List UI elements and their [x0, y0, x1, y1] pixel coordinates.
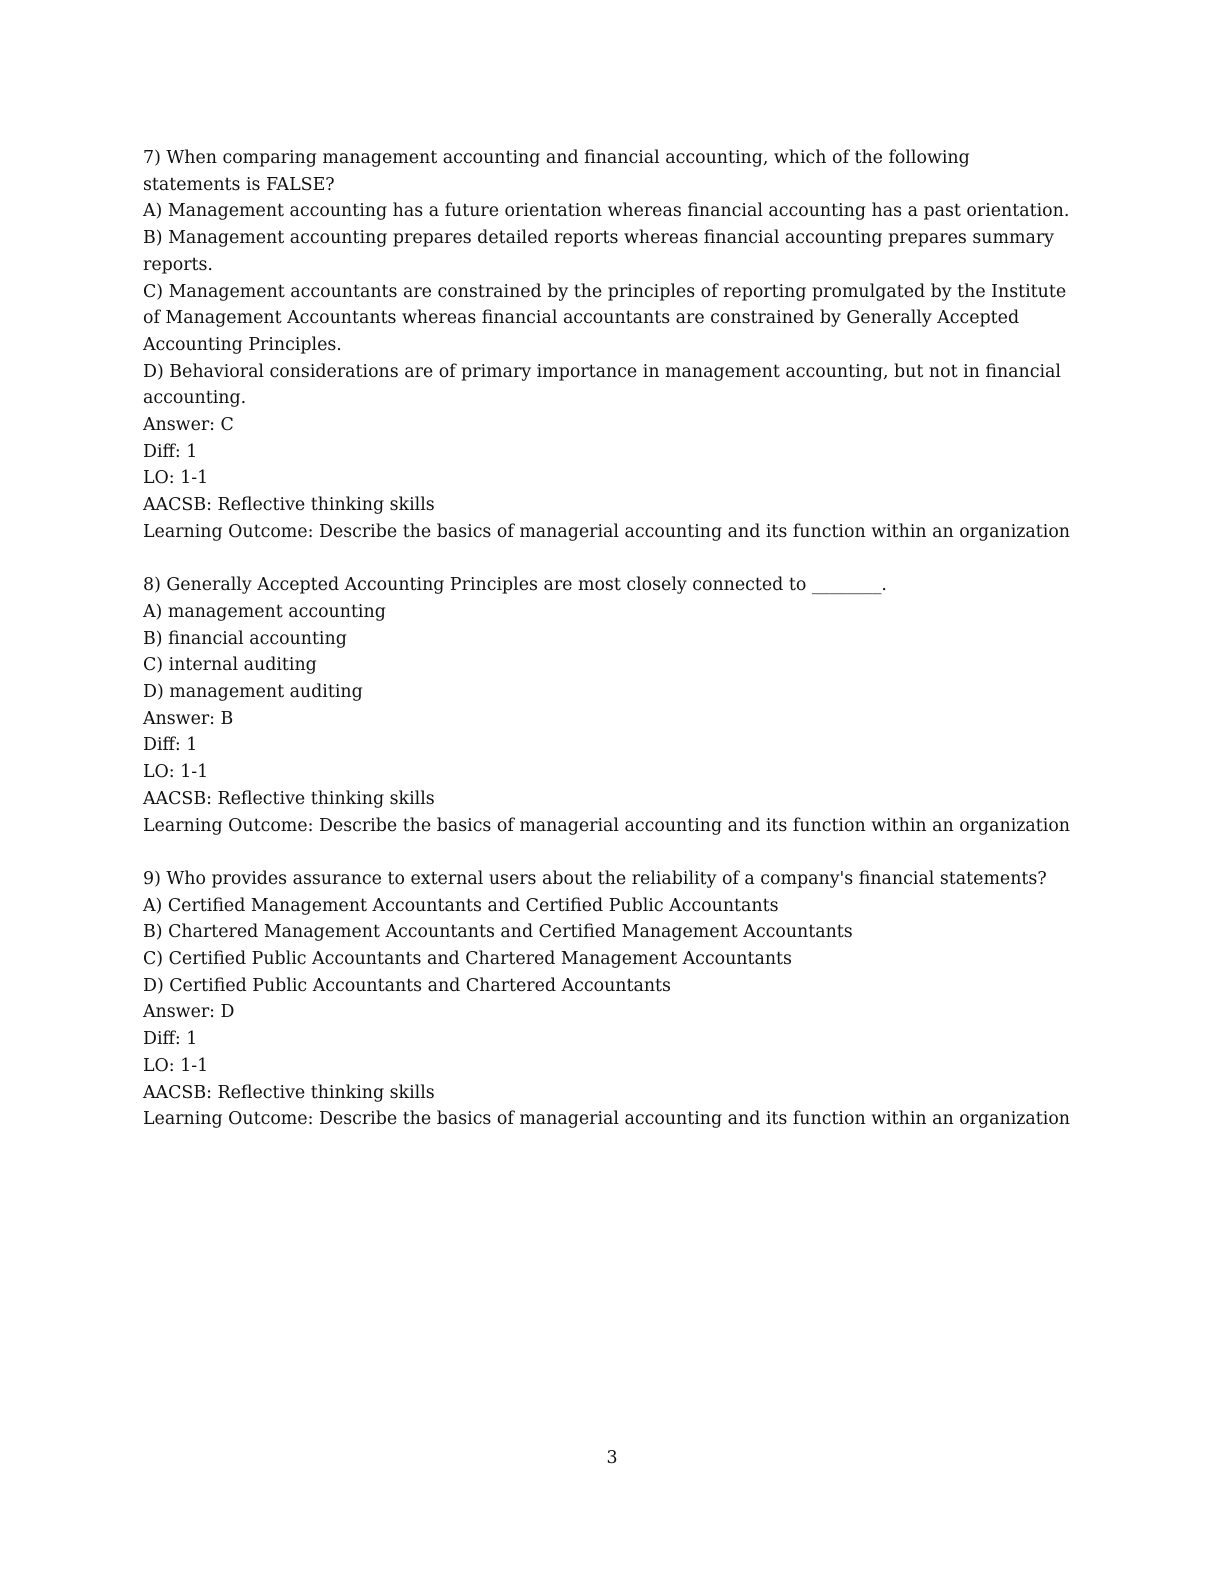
question-block	[143, 572, 1071, 839]
answer-option: B) Management accounting prepares detailed reports whereas financial accounting prepares summary reports.	[143, 228, 1054, 275]
answer-option: C) Management accountants are constrained by the principles of reporting promulgated by the Institute of Management Accountants whereas financial accountants are constrained by Generally Accepted Accounting Principles.	[143, 281, 1067, 355]
aacsb-tag: AACSB: Reflective thinking skills	[143, 1082, 435, 1103]
learning-objective: LO: 1-1	[143, 762, 209, 783]
question-stem: 8) Generally Accepted Accounting Principles are most closely connected to ________.	[143, 575, 887, 596]
document-body	[143, 145, 1071, 1160]
answer-option: B) Chartered Management Accountants and Certified Management Accountants	[143, 922, 853, 943]
answer-option: D) management auditing	[143, 682, 363, 703]
answer-key: Answer: B	[143, 708, 234, 729]
question-stem: 9) Who provides assurance to external users about the reliability of a company's financial statements?	[143, 868, 1047, 889]
answer-key: Answer: D	[143, 1002, 235, 1023]
question-block	[143, 145, 1071, 546]
answer-option: A) Certified Management Accountants and Certified Public Accountants	[143, 895, 779, 916]
difficulty: Diff: 1	[143, 735, 198, 756]
answer-option: D) Behavioral considerations are of primary importance in management accounting, but not in financial accounting.	[143, 361, 1061, 409]
answer-option: C) Certified Public Accountants and Chartered Management Accountants	[143, 949, 792, 970]
learning-objective: LO: 1-1	[143, 1055, 209, 1076]
learning-outcome: Learning Outcome: Describe the basics of managerial accounting and its function within an organization	[143, 815, 1071, 836]
aacsb-tag: AACSB: Reflective thinking skills	[143, 495, 435, 516]
answer-option: A) Management accounting has a future orientation whereas financial accounting has a past orientation.	[143, 201, 1070, 222]
answer-key: Answer: C	[143, 415, 234, 436]
learning-objective: LO: 1-1	[143, 468, 209, 489]
answer-option: A) management accounting	[143, 601, 386, 622]
learning-outcome: Learning Outcome: Describe the basics of managerial accounting and its function within an organization	[143, 521, 1071, 542]
difficulty: Diff: 1	[143, 441, 198, 462]
learning-outcome: Learning Outcome: Describe the basics of managerial accounting and its function within an organization	[143, 1109, 1071, 1130]
page-number: 3	[606, 1448, 618, 1468]
question-stem: 7) When comparing management accounting and financial accounting, which of the following statements is FALSE?	[143, 148, 970, 195]
answer-option: C) internal auditing	[143, 655, 317, 676]
difficulty: Diff: 1	[143, 1029, 198, 1050]
answer-option: D) Certified Public Accountants and Chartered Accountants	[143, 975, 671, 996]
question-block	[143, 866, 1071, 1133]
answer-option: B) financial accounting	[143, 628, 347, 649]
aacsb-tag: AACSB: Reflective thinking skills	[143, 788, 435, 809]
